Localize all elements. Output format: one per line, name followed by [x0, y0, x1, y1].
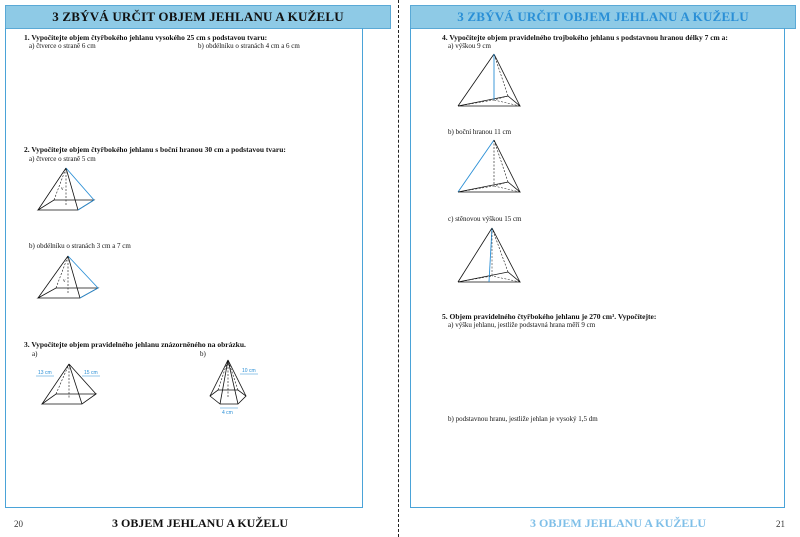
right-footer-title: 3 OBJEM JEHLANU A KUŽELU	[530, 516, 707, 530]
pyramid-square-figure	[34, 164, 100, 216]
task4-a: a) výškou 9 cm	[448, 42, 491, 50]
left-page-number: 20	[14, 519, 23, 529]
task3-b: b)	[200, 350, 206, 358]
left-page	[0, 0, 396, 537]
right-margin-line	[784, 28, 785, 507]
page-fold-divider	[398, 0, 400, 537]
left-margin-line	[362, 28, 363, 507]
fig3b-right-label: 10 cm	[242, 368, 256, 374]
task1-title: 1. Vypočítejte objem čtyřbokého jehlanu vysokého 25 cm s podstavou tvaru:	[24, 33, 268, 42]
left-footer-title: 3 OBJEM JEHLANU A KUŽELU	[112, 516, 289, 530]
fig3b-bottom-label: 4 cm	[222, 410, 233, 416]
right-page	[404, 0, 800, 537]
height-label-a: v	[61, 187, 64, 192]
task5-b: b) podstavnou hranu, jestliže jehlan je vysoký 1,5 dm	[448, 415, 598, 423]
task3-a: a)	[32, 350, 38, 358]
task4-c: c) stěnovou výškou 15 cm	[448, 215, 522, 223]
triangular-pyramid-c	[454, 224, 526, 286]
task1-a: a) čtverce o straně 6 cm	[29, 42, 96, 50]
task3-title: 3. Vypočítejte objem pravidelného jehlanu znázorněného na obrázku.	[24, 340, 246, 349]
task2-b: b) obdélníku o stranách 3 cm a 7 cm	[29, 242, 131, 250]
fig3a-left-label: 13 cm	[38, 370, 52, 376]
left-header: 3 ZBÝVÁ URČIT OBJEM JEHLANU A KUŽELU	[5, 5, 391, 29]
triangular-pyramid-a	[454, 50, 526, 110]
right-page-number: 21	[776, 519, 785, 529]
fig3a-right-label: 15 cm	[84, 370, 98, 376]
pyramid-rectangle-figure	[34, 252, 104, 304]
pyramid-fig-3b	[200, 356, 264, 416]
task2-title: 2. Vypočítejte objem čtyřbokého jehlanu s boční hranou 30 cm a podstavou tvaru:	[24, 145, 286, 154]
right-header: 3 ZBÝVÁ URČIT OBJEM JEHLANU A KUŽELU	[410, 5, 796, 29]
task5-a: a) výšku jehlanu, jestliže podstavná hrana měří 9 cm	[448, 321, 596, 329]
right-bottom-rule	[410, 507, 785, 508]
task2-a: a) čtverce o straně 5 cm	[29, 155, 96, 163]
task5-title: 5. Objem pravidelného čtyřbokého jehlanu je 270 cm³. Vypočítejte:	[442, 312, 657, 321]
right-edge-line	[410, 28, 411, 507]
task1-b: b) obdélníku o stranách 4 cm a 6 cm	[198, 42, 300, 50]
task4-b: b) boční hranou 11 cm	[448, 128, 512, 136]
left-bottom-rule	[5, 507, 363, 508]
pyramid-fig-3a	[34, 358, 104, 410]
height-label-b: v	[63, 279, 66, 284]
triangular-pyramid-b	[454, 136, 526, 196]
left-edge-line	[5, 28, 6, 507]
task4-title: 4. Vypočítejte objem pravidelného trojbokého jehlanu s podstavnou hranou délky 7 cm a:	[442, 33, 728, 42]
